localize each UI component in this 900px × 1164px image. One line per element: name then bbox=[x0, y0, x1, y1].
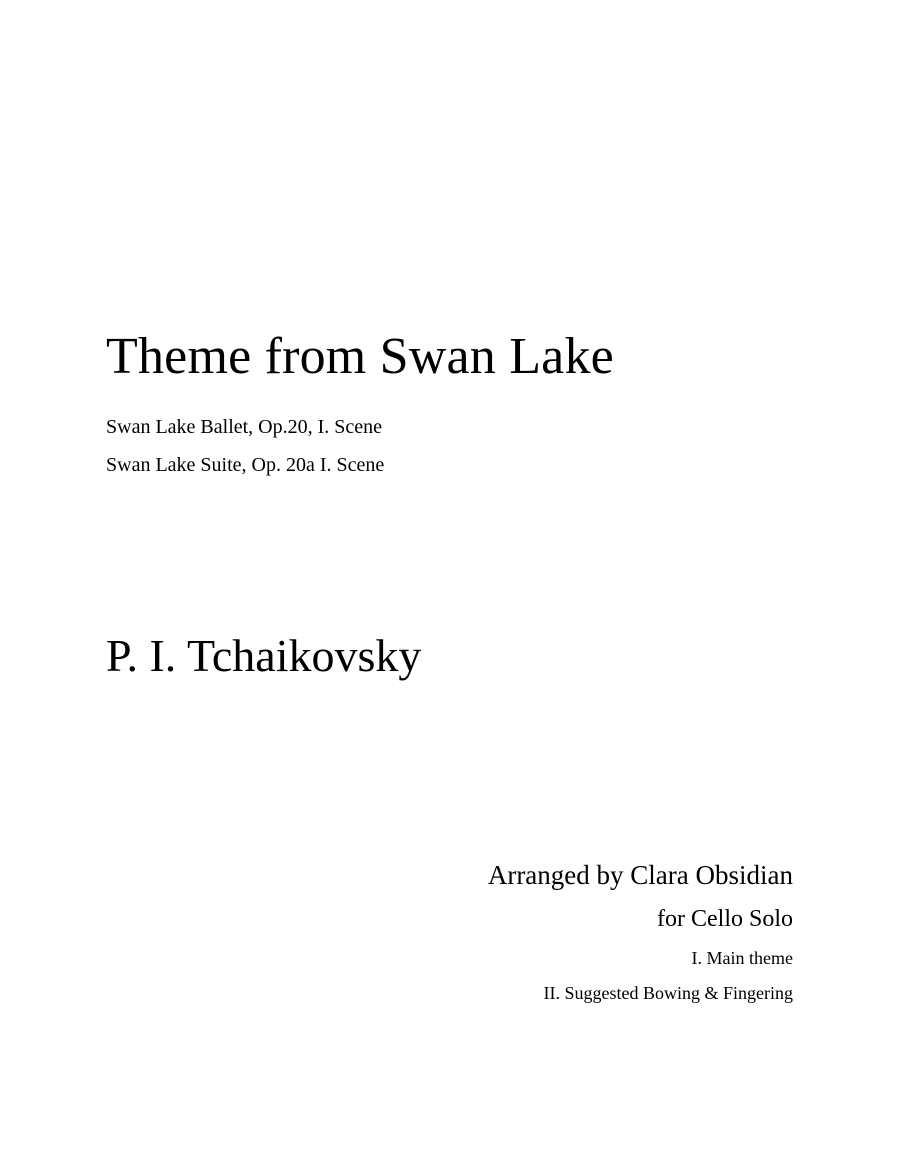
part-item-main-theme: I. Main theme bbox=[691, 948, 793, 968]
subtitle-ballet: Swan Lake Ballet, Op.20, I. Scene bbox=[106, 416, 383, 438]
subtitle-suite: Swan Lake Suite, Op. 20a I. Scene bbox=[106, 454, 385, 476]
piece-title: Theme from Swan Lake bbox=[106, 328, 614, 385]
instrumentation: for Cello Solo bbox=[657, 906, 793, 932]
arranger-credit: Arranged by Clara Obsidian bbox=[487, 860, 793, 890]
part-item-bowing-fingering: II. Suggested Bowing & Fingering bbox=[543, 983, 793, 1003]
composer-name: P. I. Tchaikovsky bbox=[106, 630, 422, 681]
